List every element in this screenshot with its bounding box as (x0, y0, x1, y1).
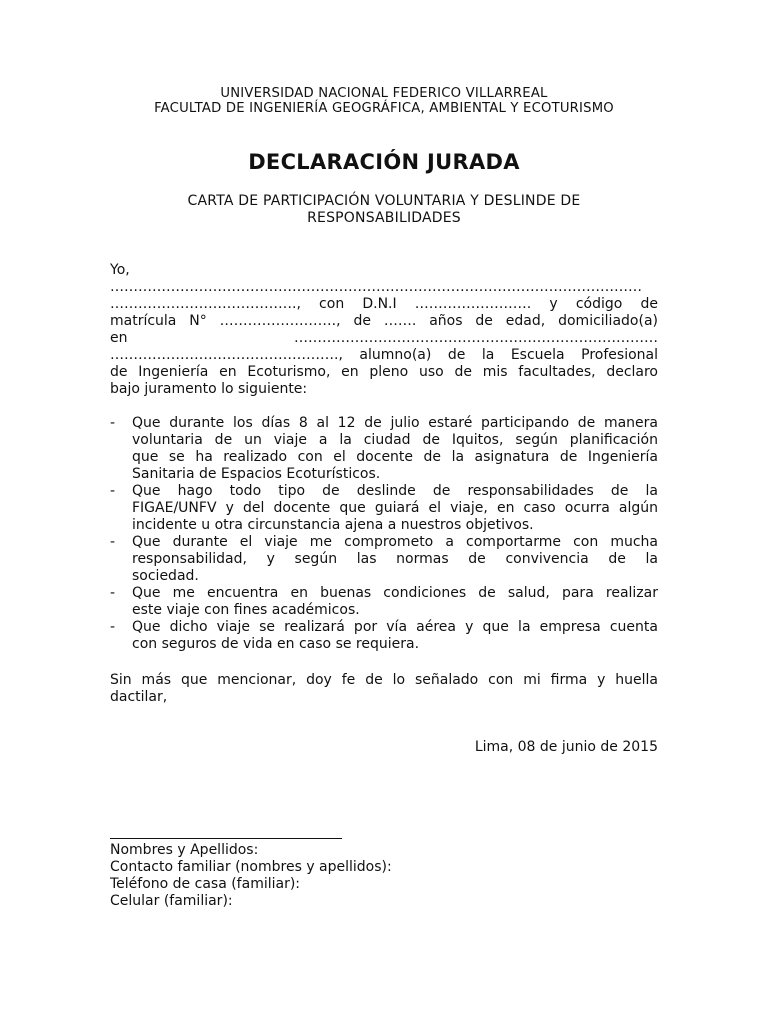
declaration-item (110, 585, 658, 619)
intro-line: …………………………………………………………………………………………………… (110, 279, 642, 295)
declaration-item (110, 483, 658, 534)
intro-line: …………………………………., con D.N.I ……………………. y código de (110, 296, 658, 312)
item-line: sociedad. (132, 568, 199, 584)
item-line: incidente u otra circunstancia ajena a nuestros objetivos. (132, 517, 534, 533)
field-mobile: Celular (familiar): (110, 893, 233, 909)
university-name: UNIVERSIDAD NACIONAL FEDERICO VILLARREAL (220, 86, 548, 101)
declaration-item (110, 534, 658, 585)
list-dash: - (110, 483, 116, 499)
signature-line (110, 838, 342, 839)
list-dash: - (110, 534, 116, 550)
field-home-phone: Teléfono de casa (familiar): (110, 876, 301, 892)
item-line: este viaje con fines académicos. (132, 602, 360, 618)
intro-word: en (110, 330, 128, 346)
closing-line: dactilar, (110, 689, 168, 705)
list-dash: - (110, 619, 116, 635)
closing-paragraph (110, 672, 658, 706)
document-date: Lima, 08 de junio de 2015 (474, 739, 658, 755)
item-line: que se ha realizado con el docente de la asignatura de Ingeniería (132, 449, 658, 465)
item-line: FIGAE/UNFV y del docente que guiará el viaje, en caso ocurra algún (132, 500, 658, 516)
declaration-item (110, 415, 658, 483)
intro-paragraph (110, 262, 658, 398)
document-title: DECLARACIÓN JURADA (248, 150, 520, 174)
field-family-contact: Contacto familiar (nombres y apellidos): (110, 859, 392, 875)
intro-line: matrícula N° ……………………., de ……. años de edad, domiciliado(a) (110, 313, 658, 329)
closing-line: Sin más que mencionar, doy fe de lo señalado con mi firma y huella (110, 672, 658, 688)
declaration-list (110, 415, 658, 653)
field-names: Nombres y Apellidos: (110, 842, 259, 858)
intro-line: bajo juramento lo siguiente: (110, 381, 308, 397)
list-dash: - (110, 415, 116, 431)
item-line: Que me encuentra en buenas condiciones de salud, para realizar (132, 585, 658, 601)
document-subtitle: CARTA DE PARTICIPACIÓN VOLUNTARIA Y DESLINDE DE RESPONSABILIDADES (187, 193, 581, 226)
item-line: responsabilidad, y según las normas de convivencia de la (132, 551, 658, 567)
item-line: voluntaria de un viaje a la ciudad de Iquitos, según planificación (132, 432, 658, 448)
intro-line-address (110, 330, 658, 347)
list-dash: - (110, 585, 116, 601)
item-line: Que durante el viaje me comprometo a comportarme con mucha (132, 534, 658, 550)
signature-fields (110, 842, 658, 910)
intro-line: de Ingeniería en Ecoturismo, en pleno uso de mis facultades, declaro (110, 364, 658, 380)
item-line: con seguros de vida en caso se requiera. (132, 636, 420, 652)
item-line: Que dicho viaje se realizará por vía aérea y que la empresa cuenta (132, 619, 658, 635)
declaration-item (110, 619, 658, 653)
item-line: Que durante los días 8 al 12 de julio estaré participando de manera (132, 415, 658, 431)
intro-dots: …………………………………………………………………… (294, 330, 658, 346)
item-line: Que hago todo tipo de deslinde de responsabilidades de la (132, 483, 658, 499)
item-line: Sanitaria de Espacios Ecoturísticos. (132, 466, 381, 482)
faculty-name: FACULTAD DE INGENIERÍA GEOGRÁFICA, AMBIENTAL Y ECOTURISMO (154, 101, 614, 116)
intro-line: Yo, (110, 262, 130, 278)
intro-line: …………………………………………., alumno(a) de la Escuela Profesional (110, 347, 658, 363)
